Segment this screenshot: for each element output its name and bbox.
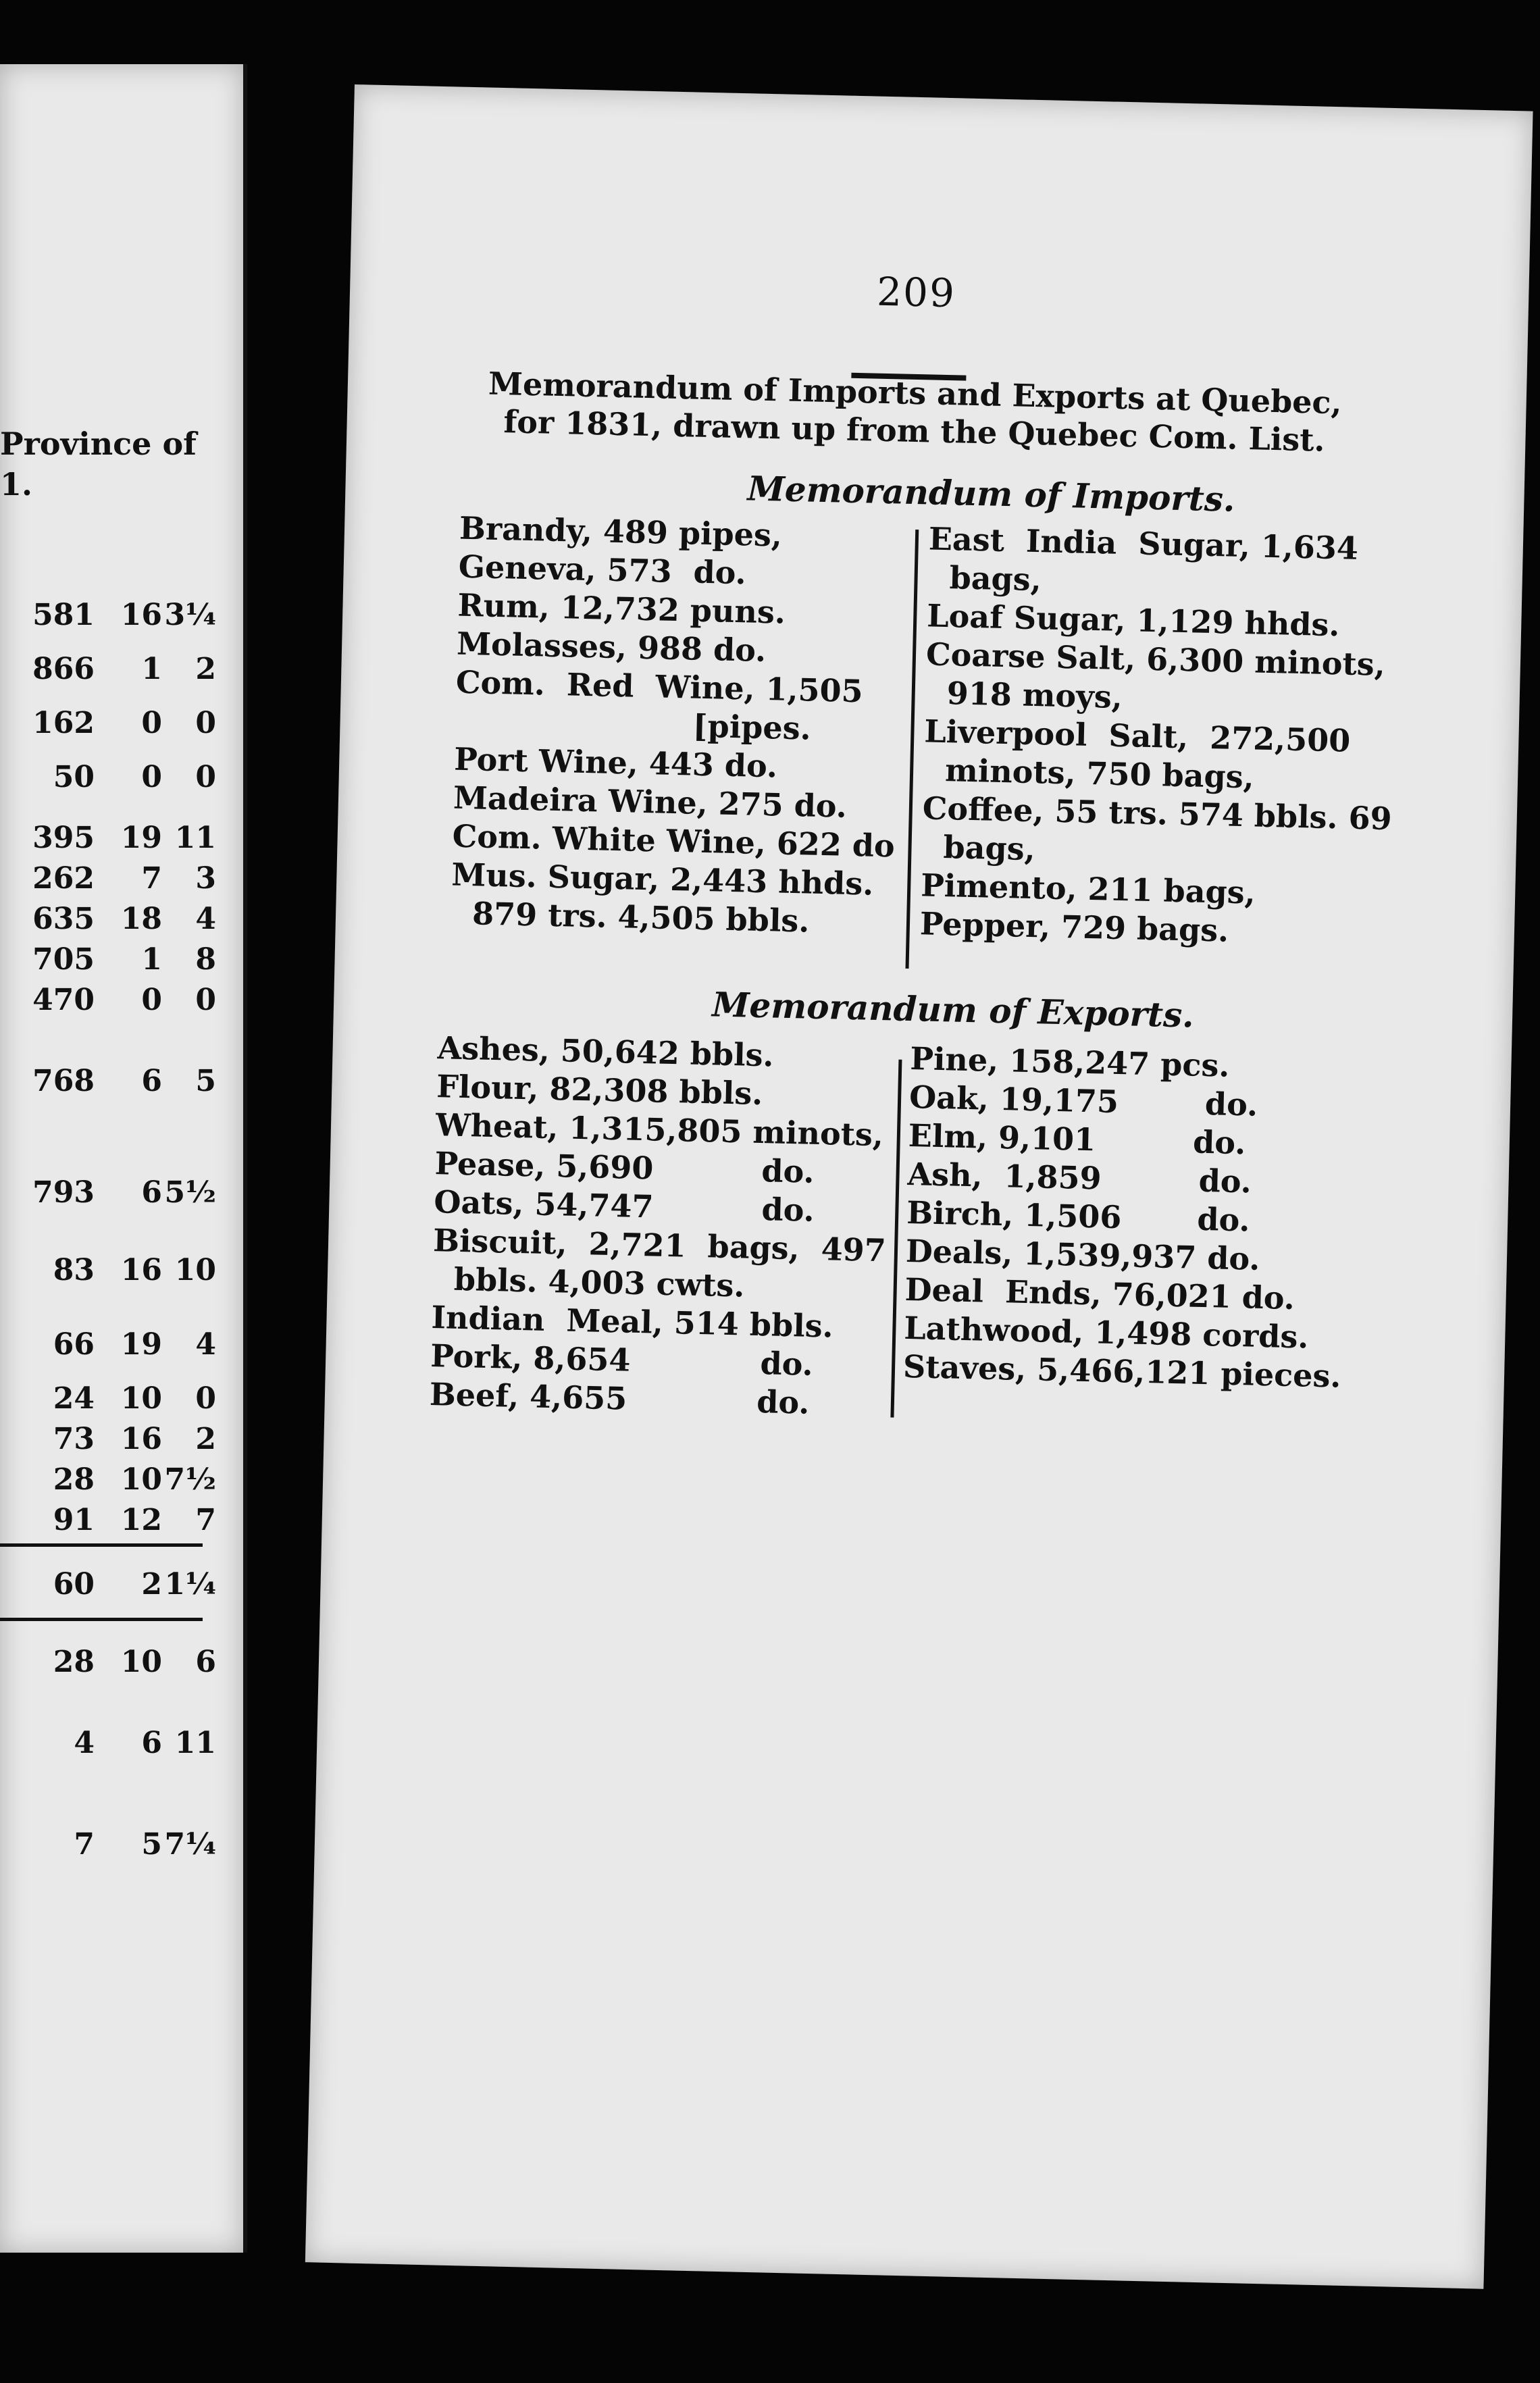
memorandum-entry: bbls. 4,003 cwts. <box>432 1260 746 1304</box>
memorandum-entry: Ash, 1,859 do. <box>907 1155 1252 1200</box>
table-cell: 10 <box>174 1253 216 1287</box>
table-cell: 3 <box>195 861 216 896</box>
table-cell: 866 <box>32 652 95 686</box>
memorandum-entry: Com. White Wine, 622 do <box>452 817 896 865</box>
table-cell: 91 <box>53 1503 95 1537</box>
page-209 <box>305 84 1533 2289</box>
memorandum-entry: Lathwood, 1,498 cords. <box>903 1309 1309 1356</box>
memorandum-entry: Com. Red Wine, 1,505 <box>455 663 864 710</box>
memorandum-entry: Wheat, 1,315,805 minots, <box>435 1106 884 1154</box>
table-cell: 1 <box>141 942 162 977</box>
memorandum-entry: Pine, 158,247 pcs. <box>909 1040 1230 1084</box>
table-cell: 768 <box>32 1064 95 1098</box>
table-cell: 66 <box>53 1327 95 1362</box>
memorandum-entry: East India Sugar, 1,634 <box>928 520 1359 567</box>
table-cell: 7 <box>141 861 162 896</box>
table-cell: 2 <box>195 1422 216 1456</box>
memorandum-entry: [pipes. <box>455 702 812 747</box>
table-rule <box>0 1618 203 1621</box>
table-cell: 0 <box>141 983 162 1017</box>
table-row <box>0 1327 230 1368</box>
table-row <box>0 1381 230 1422</box>
memorandum-entry: minots, 750 bags, <box>923 751 1255 796</box>
memorandum-entry: Pease, 5,690 do. <box>434 1145 815 1190</box>
memorandum-entry: Beef, 4,655 do. <box>429 1376 811 1421</box>
table-cell: 2 <box>141 1567 162 1602</box>
imports-column-divider <box>906 530 919 969</box>
table-cell: 6 <box>141 1175 162 1210</box>
table-cell: 28 <box>53 1645 95 1679</box>
table-cell: 581 <box>32 598 95 632</box>
table-row <box>0 1064 230 1104</box>
table-cell: 7¼ <box>164 1827 216 1862</box>
table-cell: 0 <box>195 1381 216 1416</box>
table-cell: 10 <box>120 1381 162 1416</box>
memorandum-entry: 879 trs. 4,505 bbls. <box>450 894 810 940</box>
table-cell: 7 <box>195 1503 216 1537</box>
table-cell: 793 <box>32 1175 95 1210</box>
table-cell: 5½ <box>164 1175 216 1210</box>
left-heading-line-1: Province of <box>0 426 197 462</box>
exports-right-column <box>902 1040 1362 1396</box>
memorandum-entry: Loaf Sugar, 1,129 hhds. <box>926 597 1341 644</box>
table-cell: 16 <box>120 1253 162 1287</box>
table-cell: 7½ <box>164 1462 216 1497</box>
table-cell: 10 <box>120 1645 162 1679</box>
table-cell: 7 <box>74 1827 95 1862</box>
table-cell: 0 <box>141 706 162 740</box>
table-row <box>0 942 230 983</box>
table-cell: 162 <box>32 706 95 740</box>
memorandum-entry: Mus. Sugar, 2,443 hhds. <box>451 856 874 902</box>
memorandum-entry: Birch, 1,506 do. <box>906 1194 1251 1239</box>
memorandum-entry: Coarse Salt, 6,300 minots, <box>925 636 1386 683</box>
memorandum-entry: Oats, 54,747 do. <box>433 1183 815 1229</box>
memorandum-entry: Deals, 1,539,937 do. <box>905 1232 1261 1277</box>
table-cell: 5 <box>141 1827 162 1862</box>
left-page-fragment <box>0 64 247 2253</box>
table-row <box>0 902 230 942</box>
table-cell: 6 <box>195 1645 216 1679</box>
memorandum-entry: Coffee, 55 trs. 574 bbls. 69 <box>922 790 1393 838</box>
table-cell: 4 <box>195 1327 216 1362</box>
memorandum-entry: Pork, 8,654 do. <box>430 1337 814 1383</box>
table-row <box>0 1462 230 1503</box>
table-cell: 3¼ <box>164 598 216 632</box>
imports-section-title: Memorandum of Imports. <box>746 468 1236 519</box>
memorandum-entry: Pimento, 211 bags, <box>920 867 1256 911</box>
table-cell: 470 <box>32 983 95 1017</box>
table-row <box>0 760 230 800</box>
exports-section-title: Memorandum of Exports. <box>711 984 1195 1035</box>
table-cell: 1 <box>141 652 162 686</box>
table-row <box>0 1827 230 1868</box>
table-row <box>0 983 230 1023</box>
memorandum-entry: Flour, 82,308 bbls. <box>436 1068 763 1112</box>
table-cell: 1¼ <box>164 1567 216 1602</box>
table-row <box>0 821 230 861</box>
table-row <box>0 598 230 638</box>
table-row <box>0 1726 230 1766</box>
page-number: 209 <box>876 268 956 317</box>
table-cell: 16 <box>120 1422 162 1456</box>
table-row <box>0 1645 230 1685</box>
table-row <box>0 1253 230 1293</box>
memorandum-entry: Elm, 9,101 do. <box>908 1117 1246 1162</box>
table-cell: 19 <box>120 1327 162 1362</box>
memorandum-entry: Ashes, 50,642 bbls. <box>437 1029 775 1074</box>
memorandum-entry: Madeira Wine, 275 do. <box>453 779 848 825</box>
table-cell: 24 <box>53 1381 95 1416</box>
table-cell: 262 <box>32 861 95 896</box>
table-row <box>0 706 230 746</box>
table-cell: 50 <box>53 760 95 794</box>
table-cell: 2 <box>195 652 216 686</box>
table-cell: 8 <box>195 942 216 977</box>
table-cell: 0 <box>195 760 216 794</box>
table-cell: 4 <box>74 1726 95 1760</box>
memorandum-entry: Molasses, 988 do. <box>456 625 767 669</box>
table-cell: 0 <box>195 983 216 1017</box>
memorandum-entry: Port Wine, 443 do. <box>453 740 778 785</box>
page-heading: Memorandum of Imports and Exports at Quebec, for 1831, drawn up from the Quebec Com. List. <box>488 365 1343 459</box>
table-cell: 83 <box>53 1253 95 1287</box>
table-cell: 5 <box>195 1064 216 1098</box>
left-heading-line-2: 1. <box>0 466 33 503</box>
memorandum-entry: Indian Meal, 514 bbls. <box>431 1299 834 1345</box>
table-row <box>0 1175 230 1216</box>
table-cell: 73 <box>53 1422 95 1456</box>
table-cell: 0 <box>195 706 216 740</box>
table-row <box>0 861 230 902</box>
table-rule <box>0 1543 203 1547</box>
memorandum-entry: Biscuit, 2,721 bags, 497 <box>432 1222 887 1269</box>
memorandum-entry: Staves, 5,466,121 pieces. <box>902 1348 1341 1395</box>
table-cell: 60 <box>53 1567 95 1602</box>
table-row <box>0 1567 230 1608</box>
table-cell: 11 <box>174 821 216 855</box>
memorandum-entry: Deal Ends, 76,021 do. <box>904 1271 1295 1317</box>
imports-left-column <box>451 509 899 943</box>
table-cell: 0 <box>141 760 162 794</box>
table-row <box>0 1422 230 1462</box>
imports-right-column <box>919 519 1393 953</box>
exports-left-column <box>429 1029 904 1425</box>
table-cell: 6 <box>141 1726 162 1760</box>
memorandum-entry: Pepper, 729 bags. <box>919 905 1229 949</box>
memorandum-entry: Rum, 12,732 puns. <box>457 586 786 631</box>
table-cell: 635 <box>32 902 95 936</box>
table-cell: 18 <box>120 902 162 936</box>
table-cell: 395 <box>32 821 95 855</box>
table-cell: 4 <box>195 902 216 936</box>
table-cell: 10 <box>120 1462 162 1497</box>
table-row <box>0 652 230 692</box>
memorandum-entry: Liverpool Salt, 272,500 <box>923 713 1351 759</box>
table-cell: 28 <box>53 1462 95 1497</box>
memorandum-entry: bags, <box>921 828 1036 868</box>
memorandum-entry: Oak, 19,175 do. <box>908 1079 1258 1123</box>
table-cell: 16 <box>120 598 162 632</box>
table-cell: 11 <box>174 1726 216 1760</box>
memorandum-entry: Brandy, 489 pipes, <box>459 509 783 554</box>
memorandum-entry: 918 moys, <box>925 674 1123 716</box>
table-cell: 705 <box>32 942 95 977</box>
table-cell: 6 <box>141 1064 162 1098</box>
table-row <box>0 1503 230 1543</box>
memorandum-entry: bags, <box>927 559 1042 598</box>
table-cell: 19 <box>120 821 162 855</box>
memorandum-entry: Geneva, 573 do. <box>458 548 747 592</box>
table-cell: 12 <box>120 1503 162 1537</box>
